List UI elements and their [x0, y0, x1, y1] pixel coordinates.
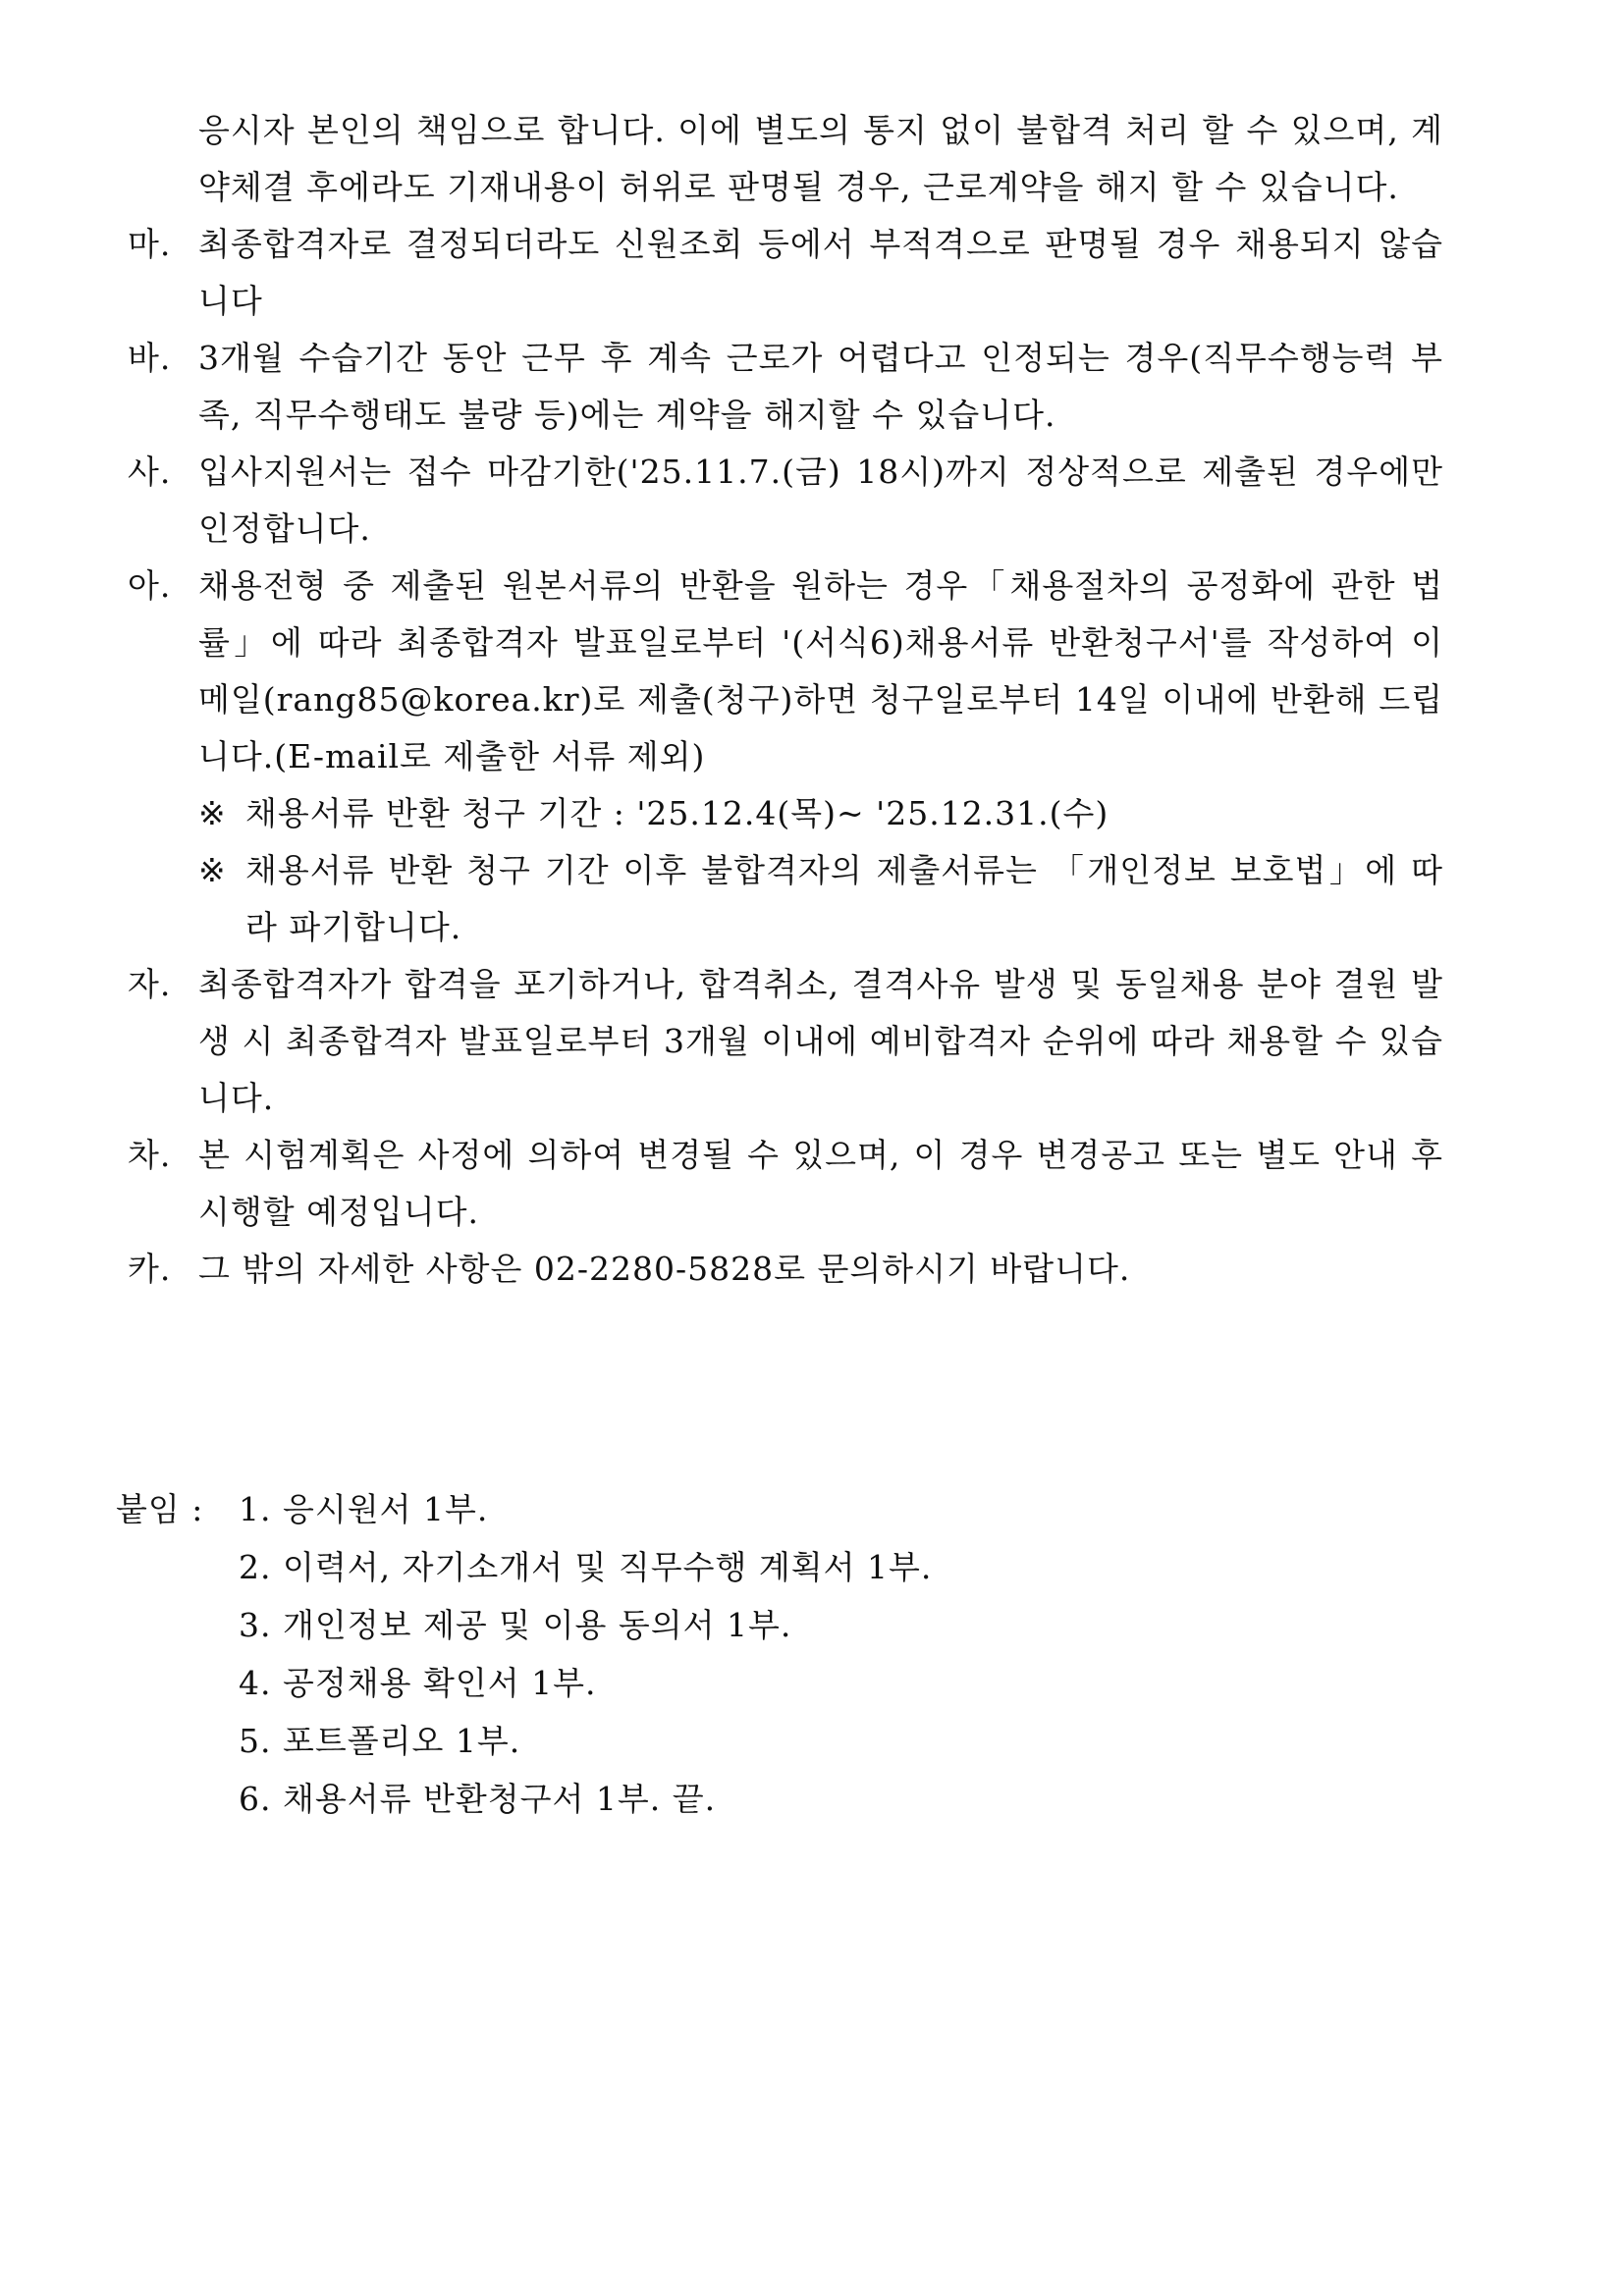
notice-item-ka: [128, 1241, 1443, 1298]
notice-item-ba: [128, 330, 1443, 444]
notice-item-a: [128, 558, 1443, 785]
attachment-item: 6. 채용서류 반환청구서 1부. 끝.: [239, 1780, 717, 1818]
item-text: 최종합격자가 합격을 포기하거나, 합격취소, 결격사유 발생 및 동일채용 분야 결원 발생 시 최종합격자 발표일로부터 3개월 이내에 예비합격자 순위에 따라 채용할 수 있습니다.: [198, 965, 1443, 1117]
note-disposal: [128, 842, 1443, 956]
attachments-section: [116, 1480, 1392, 1828]
item-marker: 자.: [128, 965, 172, 1003]
attachment-item: 3. 개인정보 제공 및 이용 동의서 1부.: [239, 1606, 792, 1644]
note-return-period: [128, 785, 1443, 842]
attachment-item: 4. 공정채용 확인서 1부.: [239, 1664, 597, 1702]
item-text: 그 밖의 자세한 사항은 02-2280-5828로 문의하시기 바랍니다.: [198, 1250, 1131, 1288]
attachment-item: 5. 포트폴리오 1부.: [239, 1722, 521, 1760]
item-marker: 카.: [128, 1250, 172, 1288]
notice-item-cha: [128, 1127, 1443, 1241]
reference-mark-icon: ※: [198, 851, 227, 889]
item-marker: 마.: [128, 225, 172, 263]
item-marker: 아.: [128, 566, 172, 605]
item-text: 본 시험계획은 사정에 의하여 변경될 수 있으며, 이 경우 변경공고 또는 별도 안내 후 시행할 예정입니다.: [198, 1136, 1443, 1231]
notice-body: [128, 102, 1443, 1298]
item-text: 입사지원서는 접수 마감기한('25.11.7.(금) 18시)까지 정상적으로 제출된 경우에만 인정합니다.: [198, 453, 1443, 548]
item-marker: 사.: [128, 453, 172, 491]
attachment-item: 2. 이력서, 자기소개서 및 직무수행 계획서 1부.: [239, 1548, 933, 1586]
notice-item-ma: [128, 216, 1443, 330]
item-marker: 차.: [128, 1136, 172, 1174]
reference-mark-icon: ※: [198, 794, 227, 832]
continuation-paragraph: 응시자 본인의 책임으로 합니다. 이에 별도의 통지 없이 불합격 처리 할 수 있으며, 계약체결 후에라도 기재내용이 허위로 판명될 경우, 근로계약을 해지 할 수 있습니다.: [198, 111, 1443, 206]
note-text: 채용서류 반환 청구 기간 : '25.12.4(목)~ '25.12.31.(수): [245, 794, 1109, 832]
notice-item-ja: [128, 956, 1443, 1127]
note-text: 채용서류 반환 청구 기간 이후 불합격자의 제출서류는 「개인정보 보호법」에 따라 파기합니다.: [245, 851, 1443, 946]
attachments-label: 붙임 :: [116, 1490, 204, 1528]
notice-item-sa: [128, 444, 1443, 558]
item-text: 최종합격자로 결정되더라도 신원조회 등에서 부적격으로 판명될 경우 채용되지 않습니다: [198, 225, 1443, 320]
item-marker: 바.: [128, 339, 172, 377]
item-text: 3개월 수습기간 동안 근무 후 계속 근로가 어렵다고 인정되는 경우(직무수행능력 부족, 직무수행태도 불량 등)에는 계약을 해지할 수 있습니다.: [198, 339, 1443, 434]
attachment-item: 1. 응시원서 1부.: [239, 1490, 489, 1528]
item-text: 채용전형 중 제출된 원본서류의 반환을 원하는 경우「채용절차의 공정화에 관한 법률」에 따라 최종합격자 발표일로부터 '(서식6)채용서류 반환청구서'를 작성하여 이메일(rang85@korea.kr)로 제출(청구)하면 청구일로부터 14일 이내에 반환해 드립니다.(E-mail로 제출한 서류 제외): [198, 566, 1443, 775]
attachments-list: [116, 1480, 1392, 1828]
